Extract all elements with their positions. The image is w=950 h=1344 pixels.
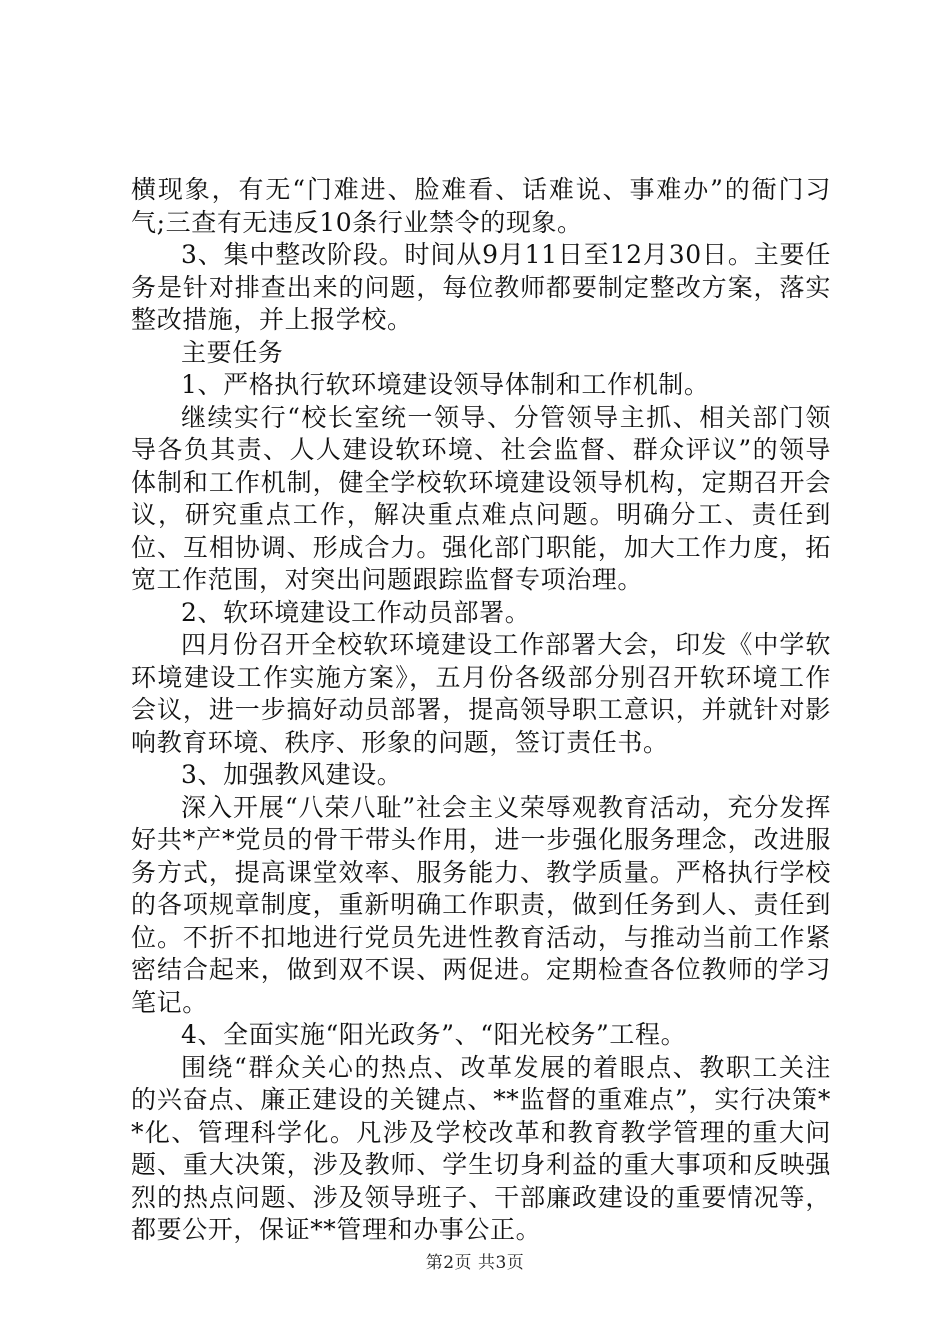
heading-task-3: 3、加强教风建设。: [181, 760, 403, 789]
paragraph-continuation: 横现象，有无“门难进、脸难看、话难说、事难办”的衙门习气;三查有无违反10条行业禁令的现象。: [131, 175, 831, 237]
paragraph-task-4: 围绕“群众关心的热点、改革发展的着眼点、教职工关注的兴奋点、廉正建设的关键点、**监督的重难点”，实行决策**化、管理科学化。凡涉及学校改革和教育教学管理的重大问题、重大决策，涉及教师、学生切身利益的重大事项和反映强烈的热点问题、涉及领导班子、干部廉政建设的重要情况等，都要公开，保证**管理和办事公正。: [131, 1052, 831, 1244]
paragraph-task-3: 深入开展“八荣八耻”社会主义荣辱观教育活动，充分发挥好共*产*党员的骨干带头作用，进一步强化服务理念，改进服务方式，提高课堂效率、服务能力、教学质量。严格执行学校的各项规章制度，重新明确工作职责，做到任务到人、责任到位。不折不扣地进行党员先进性教育活动，与推动当前工作紧密结合起来，做到双不误、两促进。定期检查各位教师的学习笔记。: [131, 792, 831, 1017]
heading-task-1: 1、严格执行软环境建设领导体制和工作机制。: [181, 370, 710, 399]
heading-task-2: 2、软环境建设工作动员部署。: [181, 597, 531, 627]
paragraph-task-1: 继续实行“校长室统一领导、分管领导主抓、相关部门领导各负其责、人人建设软环境、社会监督、群众评议”的领导体制和工作机制，健全学校软环境建设领导机构，定期召开会议，研究重点工作，解决重点难点问题。明确分工、责任到位、互相协调、形成合力。强化部门职能，加大工作力度，拓宽工作范围，对突出问题跟踪监督专项治理。: [131, 402, 831, 594]
document-body: [131, 174, 831, 1247]
heading-main-tasks: 主要任务: [181, 337, 284, 367]
heading-task-4: 4、全面实施“阳光政务”、“阳光校务”工程。: [181, 1020, 687, 1049]
paragraph-task-2: 四月份召开全校软环境建设工作部署大会，印发《中学软环境建设工作实施方案》，五月份各级部分别召开软环境工作会议，进一步搞好动员部署，提高领导职工意识，并就针对影响教育环境、秩序、形象的问题，签订责任书。: [131, 630, 831, 757]
paragraph-rectification-stage: 3、集中整改阶段。时间从9月11日至12月30日。主要任务是针对排查出来的问题，每位教师都要制定整改方案，落实整改措施，并上报学校。: [131, 240, 831, 334]
page-number-footer: 第2页 共3页: [425, 1253, 525, 1273]
